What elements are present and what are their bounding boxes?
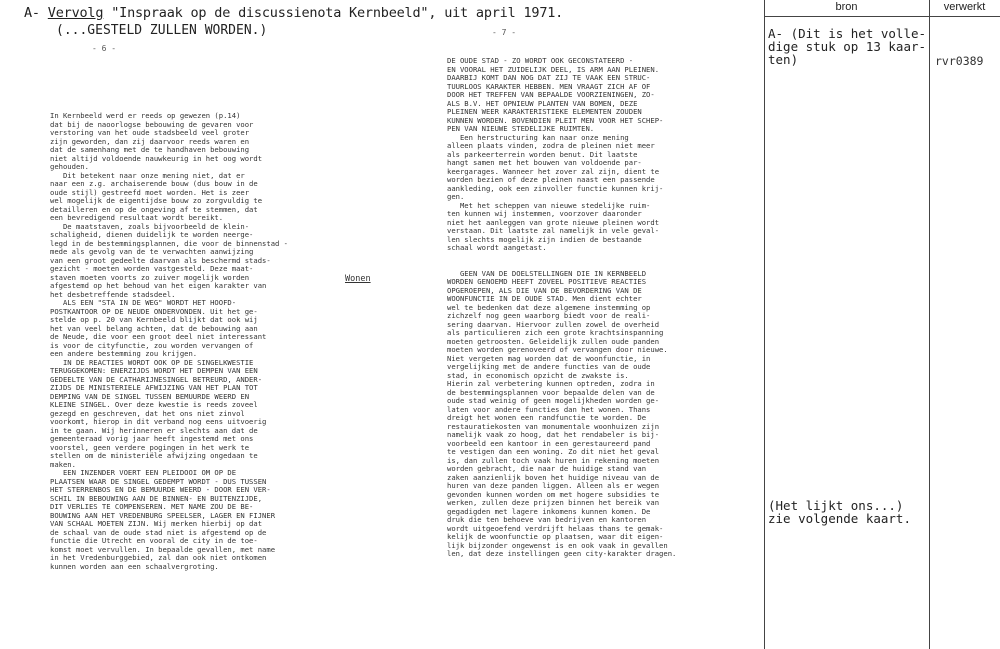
table-border-left — [764, 0, 765, 649]
page-number-left: - 6 - — [92, 44, 117, 53]
document-title — [24, 5, 563, 21]
table-header-rule — [764, 16, 1000, 17]
title-vervolg: Vervolg — [47, 5, 104, 21]
margin-note-wonen: Wonen — [345, 274, 371, 284]
table-column-divider — [929, 0, 930, 649]
title-rest: "Inspraak op de discussienota Kernbeeld", uit april 1971. — [103, 5, 564, 21]
bron-note-continued: (Het lijkt ons...) zie volgende kaart. — [768, 498, 911, 526]
page-number-right: - 7 - — [492, 28, 517, 37]
bron-note-source: A- (Dit is het volle- dige stuk op 13 kaar- ten) — [768, 26, 927, 67]
document-subtitle: (...GESTELD ZULLEN WORDEN.) — [56, 23, 268, 38]
column-header-bron: bron — [835, 1, 858, 13]
title-prefix: A- — [24, 5, 48, 21]
right-page-text: DE OUDE STAD - ZO WORDT OOK GECONSTATEERD - EN VOORAL HET ZUIDELIJK DEEL, IS ARM AAN PLEINEN. DAARBIJ KOMT DAN NOG DAT ZIJ TE VAAK EEN STRUC- TUURLOOS KARAKTER HEBBEN. MEN VRAAGT ZICH AF OF DOOR HET TREFFEN VAN BEPAALDE VOORZIENINGEN, ZO- ALS B.V. HET OPNIEUW PLANTEN VAN BOMEN, DEZE PLEINEN WEER KARAKTERISTIEKE ELEMENTEN ZOUDEN KUNNEN WORDEN. BOVENDIEN PLEIT MEN VOOR HET SCHEP- PEN VAN NIEUWE STEDELIJKE RUIMTEN. Een herstructuring kan naar onze mening alleen plaats vinden, zodra de pleinen niet meer als parkeerterrein worden benut. Dit laatste hangt samen met het bouwen van voldoende par- keergarages. Wanneer het zover zal zijn, dient te worden bezien of deze pleinen naast een passende aankleding, ook een zinvoller functie kunnen krij- gen. Met het scheppen van nieuwe stedelijke ruim- ten kunnen wij instemmen, voorzover daaronder niet het aanleggen van grote nieuwe pleinen wordt verstaan. Dit laatste zal namelijk in vele geval- len slechts mogelijk zijn indien de bestaande schaal wordt aangetast. GEEN VAN DE DOELSTELLINGEN DIE IN KERNBEELD WORDEN GENOEMD HEEFT ZOVEEL POSITIEVE REACTIES OPGEROEPEN, ALS DIE VAN DE BEVORDERING VAN DE WOONFUNCTIE IN DE OUDE STAD. Men dient echter wel te bedenken dat deze algemene instemming op zichzelf nog geen waarborg biedt voor de reali- sering daarvan. Hiervoor zullen zowel de overheid als particulieren zich een grote krachtsinspanning moeten getroosten. Geleidelijk zullen oude panden moeten worden gerenoveerd of vervangen door nieuwe. Niet vergeten mag worden dat de woonfunctie, in vergelijking met de andere functies van de oude stad, in economisch opzicht de zwakste is. Hierin zal verbetering kunnen optreden, zodra in de bestemmingsplannen voor bepaalde delen van de oude stad weinig of geen mogelijkheden worden ge- laten voor andere functies dan het wonen. Thans dreigt het wonen een randfunctie te worden. De restauratiekosten van monumentale woonhuizen zijn namelijk vaak zo hoog, dat het rendabeler is bij- voorbeeld een kantoor in een gerestaureerd pand te vestigen dan een woning. Zo dit niet het geval is, dan zullen toch vaak huren in rekening moeten worden gebracht, die naar de huidige stand van zaken aanzienlijk boven het huidige niveau van de huren van deze panden liggen. Alleen als er wegen gevonden kunnen worden om met hogere subsidies te werken, zullen deze prijzen binnen het bereik van gegadigden met lagere inkomens kunnen komen. De druk die ten behoeve van bedrijven en kantoren wordt uitgeoefend verdrijft helaas thans te gemak- kelijk de woonfunctie op plaatsen, waar dit eigen- lijk bijzonder ongewenst is en ook vaak in gevallen len, dat deze instellingen geen city-karakter dragen. — [447, 56, 677, 558]
column-header-verwerkt: verwerkt — [943, 1, 986, 13]
left-page-text: In Kernbeeld werd er reeds op gewezen (p.14) dat bij de naoorlogse bebouwing de gevaren voor verstoring van het oude stadsbeeld veel groter zijn geworden, dan zij daarvoor reeds waren en dat de samenhang met de te handhaven bebouwing niet altijd voldoende nauwkeurig in het oog wordt gehouden. Dit betekent naar onze mening niet, dat er naar een z.g. archaiserende bouw (dus bouw in de oude stijl) gestreefd moet worden. Het is zeer wel mogelijk de eigentijdse bouw zo zorgvuldig te detailleren en op de ongeving af te stemmen, dat een bevredigend resultaat wordt bereikt. De maatstaven, zoals bijvoorbeeld de klein- schaligheid, dienen duidelijk te worden neerge- legd in de bestemmingsplannen, die voor de binnenstad - mede als gevolg van de te verwachten aanwijzing van een groot gedeelte daarvan als beschermd stads- gezicht - moeten worden vastgesteld. Deze maat- staven moeten voorts zo zuiver mogelijk worden afgestemd op het behoud van het eigen karakter van het desbetreffende stadsdeel. ALS EEN "STA IN DE WEG" WORDT HET HOOFD- POSTKANTOOR OP DE NEUDE ONDERVONDEN. Uit het ge- stelde op p. 20 van Kernbeeld blijkt dat ook wij het van veel belang achten, dat de bebouwing aan de Neude, die voor een groot deel niet interessant is voor de cityfunctie, zou worden vervangen of een andere bestemming zou krijgen. IN DE REACTIES WORDT OOK OP DE SINGELKWESTIE TERUGGEKOMEN: ENERZIJDS WORDT HET DEMPEN VAN EEN GEDEELTE VAN DE CATHARIJNESINGEL BETREURD, ANDER- ZIJDS DE MINISTERIELE AFWIJZING VAN HET PLAN TOT DEMPING VAN DE SINGEL TUSSEN BEMUURDE WEERD EN KLEINE SINGEL. Over deze kwestie is reeds zoveel gezegd en geschreven, dat het ons niet zinvol voorkomt, hierop in dit verband nog eens uitvoerig in te gaan. Wij herinneren er slechts aan dat de gemeenteraad vorig jaar heeft ingestemd met ons voorstel, geen verdere pogingen in het werk te stellen om de ministeriële afwijzing ongedaan te maken. EEN INZENDER VOERT EEN PLEIDOOI OM OP DE PLAATSEN WAAR DE SINGEL GEDEMPT WORDT - DUS TUSSEN HET STERRENBOS EN DE BEMUURDE WEERD - DOOR EEN VER- SCHIL IN BEBOUWING AAN DE BINNEN- EN BUITENZIJDE, DIT VERLIES TE COMPENSEREN. MET NAME ZOU DE BE- BOUWING AAN HET VREDENBURG SPEELSER, LAGER EN FIJNER VAN SCHAAL MOETEN ZIJN. Wij merken hierbij op dat de schaal van de oude stad niet is afgestemd op de functie die Utrecht en vooral de city in de toe- komst moet vervullen. In bepaalde gevallen, met name in het Vredenburggebied, zal dan ook niet ontkomen kunnen worden aan een schaalvergroting. — [50, 111, 288, 571]
verwerkt-code: rvr0389 — [935, 54, 984, 68]
